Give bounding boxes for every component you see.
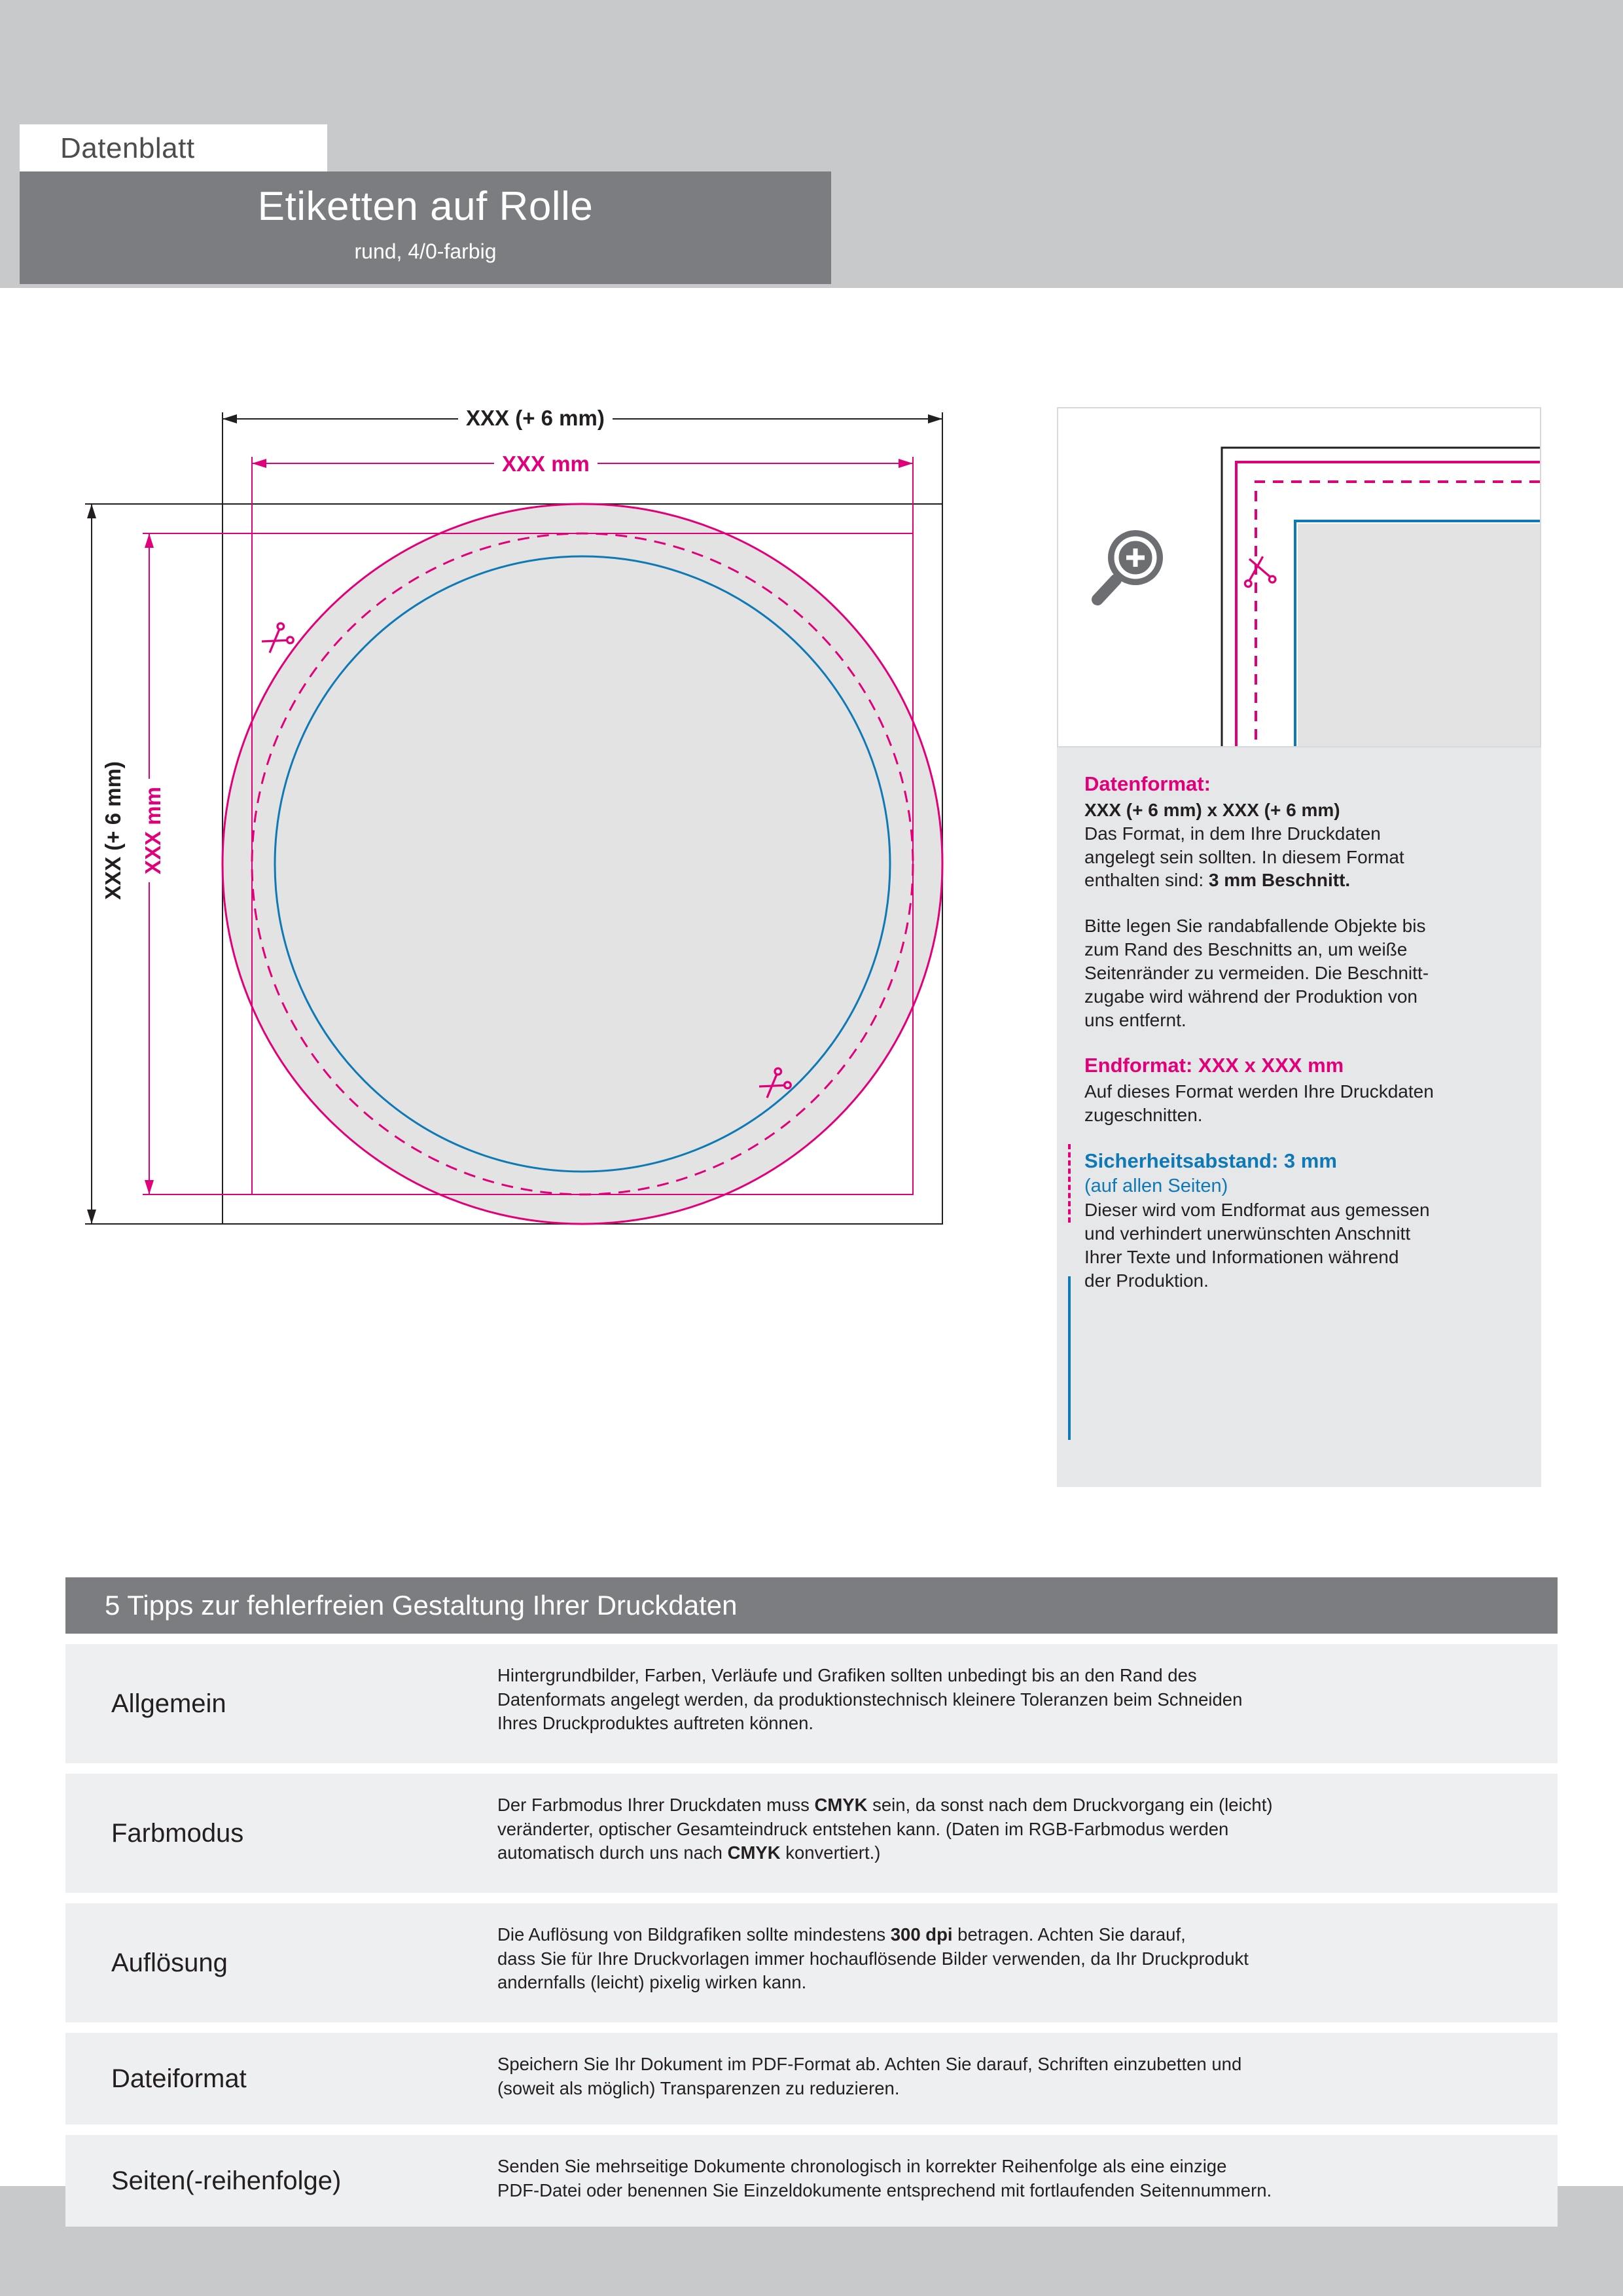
bleed-note-2: zum Rand des Beschnitts an, um weiße — [1084, 939, 1408, 960]
tip-line: Hintergrundbilder, Farben, Verläufe und Grafiken sollten unbedingt bis an den Rand des — [497, 1665, 1197, 1685]
tip-body — [497, 2033, 1558, 2125]
tip-line: dass Sie für Ihre Druckvorlagen immer hochauflösende Bilder verwenden, da Ihr Druckprodukt — [497, 1948, 1249, 1969]
bleed-note-1: Bitte legen Sie randabfallende Objekte bis — [1084, 916, 1426, 937]
endformat-marker — [1068, 1144, 1071, 1223]
tip-line: Datenformats angelegt werden, da produktionstechnisch kleinere Toleranzen beim Schneiden — [497, 1689, 1243, 1710]
bleed-note-4: zugabe wird während der Produktion von — [1084, 986, 1418, 1007]
tip-line: automatisch durch uns nach CMYK konvertiert.) — [497, 1842, 881, 1863]
safety-marker — [1068, 1276, 1071, 1440]
safety-line-1: Dieser wird vom Endformat aus gemessen — [1084, 1200, 1430, 1221]
tip-line: (soweit als möglich) Transparenzen zu reduzieren. — [497, 2077, 900, 2098]
datenformat-line-2: angelegt sein sollten. In diesem Format — [1084, 846, 1404, 867]
table-row — [65, 1644, 1558, 1763]
tip-label: Allgemein — [111, 1689, 226, 1718]
datenformat-value: XXX (+ 6 mm) x XXX (+ 6 mm) — [1084, 800, 1340, 820]
dimension-top-inner: XXX mm — [494, 452, 597, 476]
safety-title: Sicherheitsabstand: 3 mm — [1084, 1149, 1337, 1173]
datenformat-line-1: Das Format, in dem Ihre Druckdaten — [1084, 823, 1381, 844]
dimension-top-outer: XXX (+ 6 mm) — [458, 406, 613, 431]
datasheet-tab-label: Datenblatt — [60, 132, 195, 164]
page-title: Etiketten auf Rolle — [257, 184, 594, 229]
datenformat-line-3 — [1084, 869, 1510, 892]
endformat-line-2: zugeschnitten. — [1084, 1105, 1203, 1126]
table-row — [65, 1903, 1558, 2022]
bleed-note-5: uns entfernt. — [1084, 1009, 1186, 1030]
safety-line-3: Ihrer Texte und Informationen während — [1084, 1246, 1399, 1267]
endformat-title: Endformat: XXX x XXX mm — [1084, 1054, 1344, 1077]
dimension-left-outer: XXX (+ 6 mm) — [101, 753, 126, 908]
table-row — [65, 1774, 1558, 1893]
datenformat-line-3-text: enthalten sind: — [1084, 870, 1204, 891]
tip-line: Ihres Druckproduktes auftreten können. — [497, 1713, 814, 1734]
endformat-line-1: Auf dieses Format werden Ihre Druckdaten — [1084, 1081, 1434, 1102]
tips-header — [65, 1577, 1558, 1634]
title-bar — [20, 171, 831, 284]
safety-line-2: und verhindert unerwünschten Anschnitt — [1084, 1223, 1411, 1244]
magnifier-plus-icon — [1097, 530, 1163, 600]
tip-body — [497, 1644, 1558, 1763]
table-row — [65, 2135, 1558, 2227]
scissors-icon — [259, 622, 294, 656]
tip-body — [497, 2135, 1558, 2227]
tip-body — [497, 1774, 1558, 1893]
format-diagram — [65, 393, 1034, 1296]
table-row — [65, 2033, 1558, 2125]
tips-heading: 5 Tipps zur fehlerfreien Gestaltung Ihrer Druckdaten — [105, 1590, 738, 1621]
tip-line: Der Farbmodus Ihrer Druckdaten muss CMYK sein, da sonst nach dem Druckvorgang ein (leicht) — [497, 1795, 1273, 1815]
datasheet-tab — [20, 124, 327, 171]
page-subtitle: rund, 4/0-farbig — [354, 240, 497, 263]
tip-label: Auflösung — [111, 1948, 228, 1977]
tip-line: PDF-Datei oder benennen Sie Einzeldokumente entsprechend mit fortlaufenden Seitennummern. — [497, 2179, 1272, 2200]
tip-label: Seiten(-reihenfolge) — [111, 2166, 342, 2195]
tips-table — [65, 1644, 1558, 2237]
tip-line: veränderter, optischer Gesamteindruck entstehen kann. (Daten im RGB-Farbmodus werden — [497, 1818, 1229, 1839]
zoom-detail-box — [1057, 407, 1541, 747]
bleed-note-3: Seitenränder zu vermeiden. Die Beschnitt- — [1084, 962, 1429, 983]
tip-body — [497, 1903, 1558, 2022]
dimension-left-inner: XXX mm — [141, 779, 166, 882]
tip-line: Speichern Sie Ihr Dokument im PDF-Format ab. Achten Sie darauf, Schriften einzubetten und — [497, 2054, 1242, 2074]
tip-label: Dateiformat — [111, 2064, 247, 2093]
datenformat-title: Datenformat: — [1084, 772, 1211, 795]
datenformat-bleed-value: 3 mm Beschnitt. — [1208, 870, 1351, 891]
scissors-icon — [1241, 555, 1276, 587]
tip-label: Farbmodus — [111, 1818, 244, 1848]
tip-line: andernfalls (leicht) pixelig wirken kann. — [497, 1972, 807, 1993]
safety-subtitle: (auf allen Seiten) — [1084, 1175, 1228, 1197]
zoom-detail-illustration — [1058, 408, 1540, 746]
tip-line: Senden Sie mehrseitige Dokumente chronologisch in korrekter Reihenfolge als eine einzige — [497, 2156, 1227, 2176]
format-info-panel — [1057, 747, 1541, 1487]
safety-line-4: der Produktion. — [1084, 1270, 1209, 1291]
tip-line: Die Auflösung von Bildgrafiken sollte mindestens 300 dpi betragen. Achten Sie darauf, — [497, 1924, 1186, 1945]
